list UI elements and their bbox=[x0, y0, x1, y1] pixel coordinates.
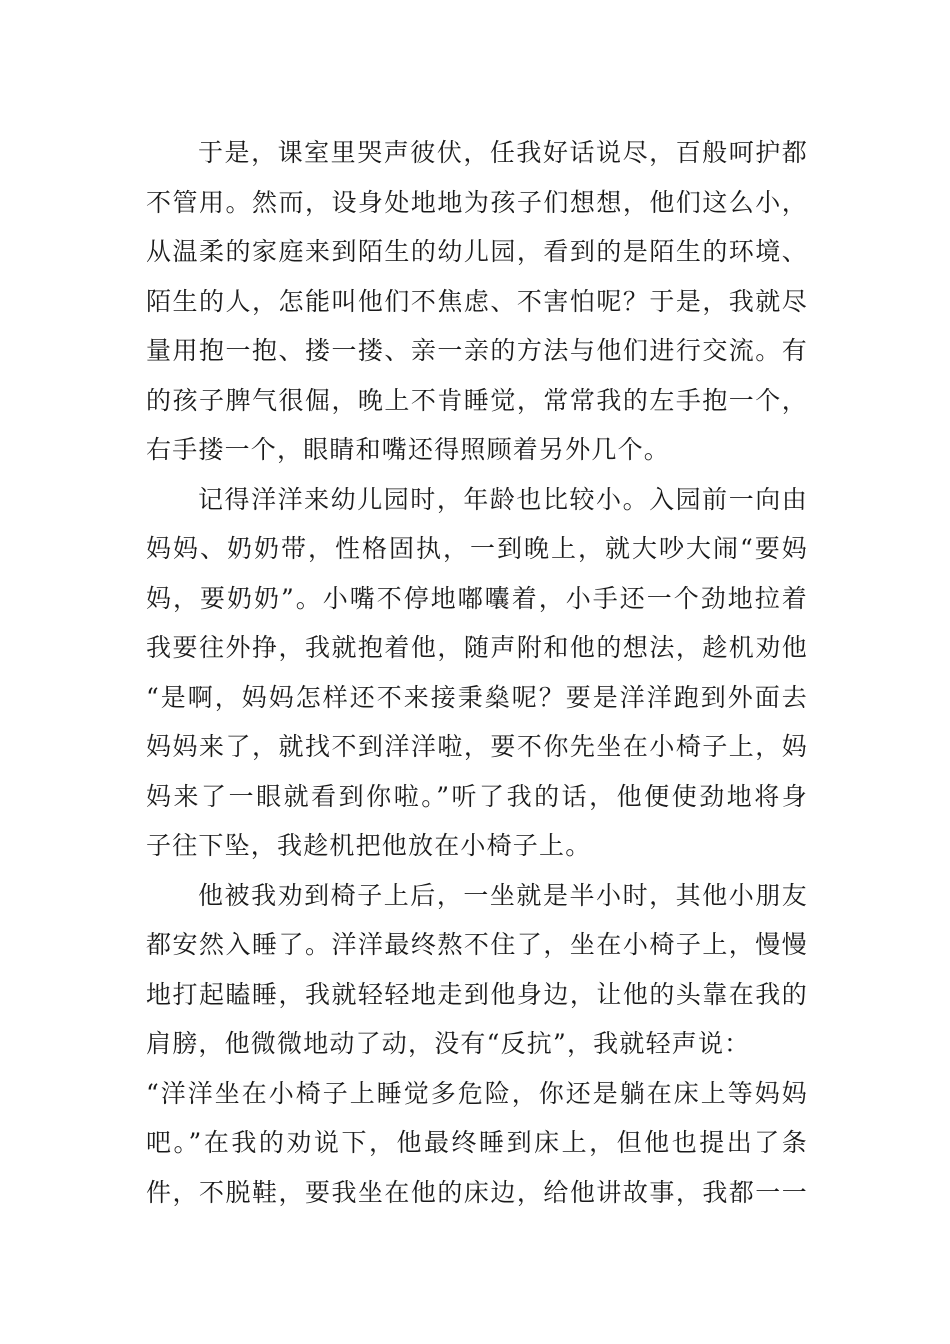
text-line: 子往下坠，我趁机把他放在小椅子上。 bbox=[146, 831, 592, 860]
text-line: “洋洋坐在小椅子上睡觉多危险，你还是躺在床上等妈妈 bbox=[146, 1078, 808, 1108]
paragraph-3 bbox=[146, 871, 808, 1218]
text-line: 右手搂一个，眼睛和嘴还得照顾着另外几个。 bbox=[146, 435, 671, 464]
paragraph-1 bbox=[146, 128, 808, 475]
text-line: 我要往外挣，我就抱着他，随声附和他的想法，趁机劝他 bbox=[146, 633, 808, 662]
text-line: 的孩子脾气很倔，晚上不肯睡觉，常常我的左手抱一个， bbox=[146, 385, 808, 415]
text-line: 地打起瞌睡，我就轻轻地走到他身边，让他的头靠在我的 bbox=[146, 979, 808, 1009]
text-line: 妈来了一眼就看到你啦。”听了我的话，他便使劲地将身 bbox=[146, 781, 808, 811]
text-line: 肩膀，他微微地动了动，没有“反抗”，我就轻声说： bbox=[146, 1029, 751, 1058]
text-line: 妈妈来了，就找不到洋洋啦，要不你先坐在小椅子上，妈 bbox=[146, 732, 808, 761]
text-line: 记得洋洋来幼儿园时，年龄也比较小。入园前一向由 bbox=[198, 484, 808, 514]
text-line: “是啊，妈妈怎样还不来接秉燊呢？要是洋洋跑到外面去 bbox=[146, 682, 808, 712]
text-line: 都安然入睡了。洋洋最终熬不住了，坐在小椅子上，慢慢 bbox=[146, 930, 808, 959]
text-line: 不管用。然而，设身处地地为孩子们想想，他们这么小， bbox=[146, 187, 808, 217]
text-line: 从温柔的家庭来到陌生的幼儿园，看到的是陌生的环境、 bbox=[146, 237, 808, 266]
text-line: 妈妈、奶奶带，性格固执，一到晚上，就大吵大闹“要妈 bbox=[146, 534, 808, 563]
paragraph-2 bbox=[146, 475, 808, 871]
text-line: 妈，要奶奶”。小嘴不停地嘟囔着，小手还一个劲地拉着 bbox=[146, 583, 808, 613]
text-line: 吧。”在我的劝说下，他最终睡到床上，但他也提出了条 bbox=[146, 1128, 808, 1157]
body-text bbox=[146, 128, 808, 1217]
text-line: 他被我劝到椅子上后，一坐就是半小时，其他小朋友 bbox=[198, 880, 808, 910]
text-line: 陌生的人，怎能叫他们不焦虑、不害怕呢？于是，我就尽 bbox=[146, 286, 808, 316]
text-line: 量用抱一抱、搂一搂、亲一亲的方法与他们进行交流。有 bbox=[146, 336, 808, 365]
text-line: 于是，课室里哭声彼伏，任我好话说尽，百般呵护都 bbox=[198, 138, 808, 167]
text-line: 件，不脱鞋，要我坐在他的床边，给他讲故事，我都一一 bbox=[146, 1177, 808, 1207]
